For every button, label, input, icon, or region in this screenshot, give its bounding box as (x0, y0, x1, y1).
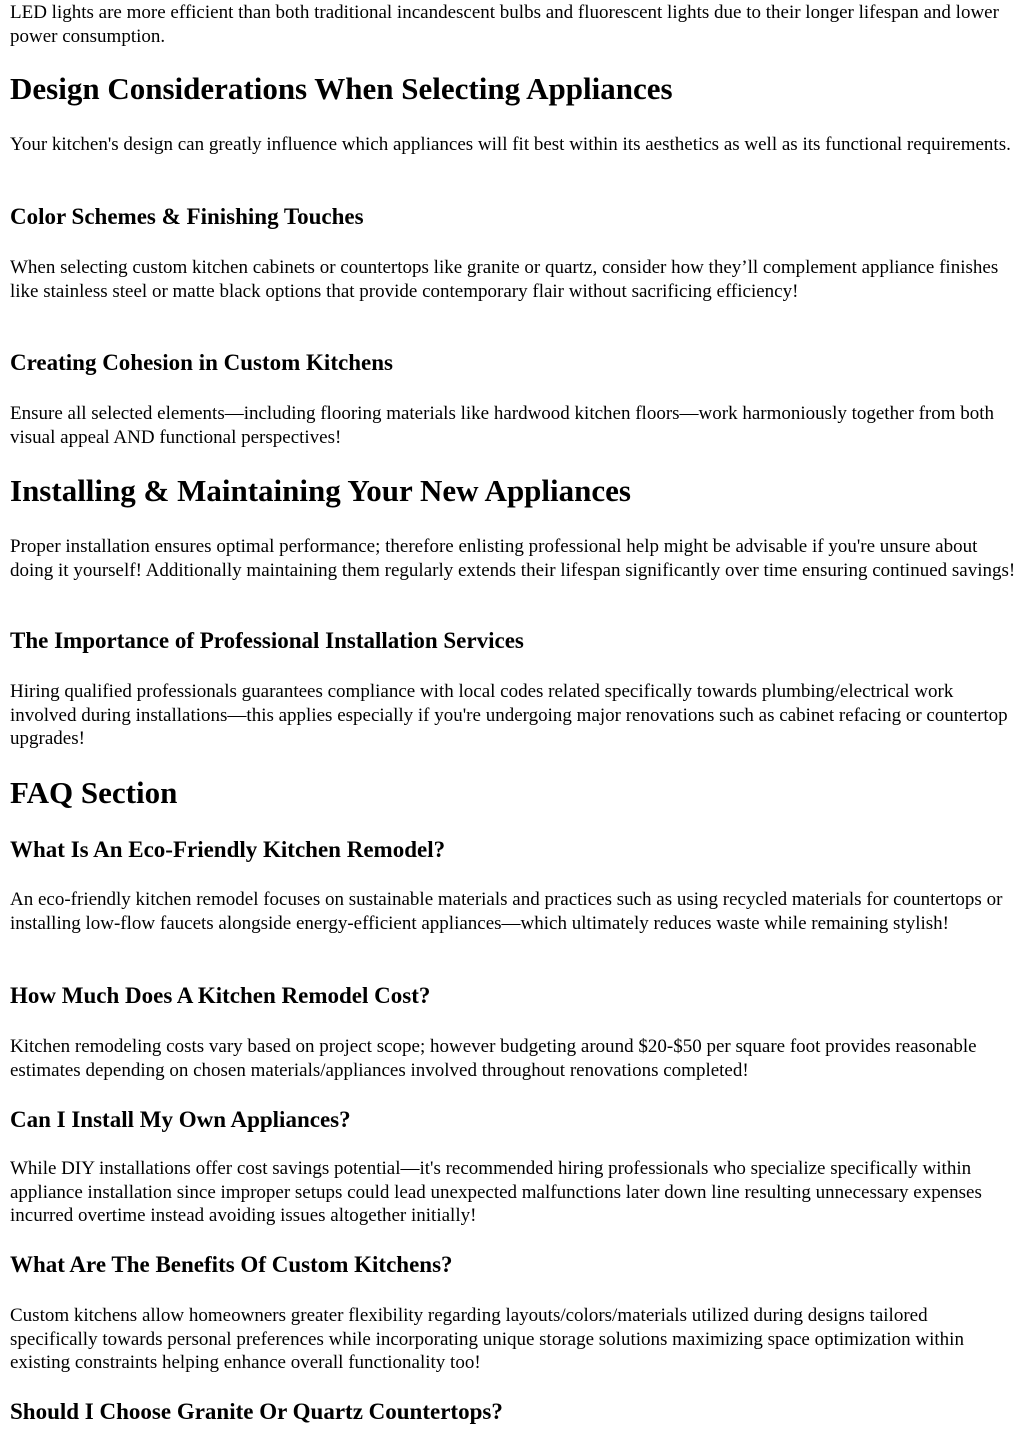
faq-answer: While DIY installations offer cost savings potential—it's recommended hiring professionals who specialize specifically within appliance installation since improper setups could lead unexpected malfunctions later down line resulting unnecessary expenses incurred overtime instead avoiding issues altogether initially! (10, 1158, 982, 1226)
subheading-color-schemes: Color Schemes & Finishing Touches (10, 204, 364, 229)
section-heading-faq: FAQ Section (10, 775, 178, 810)
design-paragraph: Your kitchen's design can greatly influence which appliances will fit best within its aesthetics as well as its functional requirements. (10, 134, 1011, 155)
faq-answer: Custom kitchens allow homeowners greater flexibility regarding layouts/colors/materials utilized during designs tailored specifically towards personal preferences while incorporating unique storage solutions maximizing space optimization within existing constraints helping enhance overall functionality too! (10, 1305, 964, 1373)
faq-question: What Is An Eco-Friendly Kitchen Remodel? (10, 837, 446, 862)
faq-question: Should I Choose Granite Or Quartz Countertops? (10, 1399, 503, 1424)
cohesion-paragraph: Ensure all selected elements—including flooring materials like hardwood kitchen floors—work harmoniously together from both visual appeal AND functional perspectives! (10, 403, 995, 448)
faq-answer: An eco-friendly kitchen remodel focuses on sustainable materials and practices such as using recycled materials for countertops or installing low-flow faucets alongside energy-efficient appliances—which ultimately reduces waste while remaining stylish! (10, 889, 1003, 934)
installing-paragraph: Proper installation ensures optimal performance; therefore enlisting professional help might be advisable if you're unsure about doing it yourself! Additionally maintaining them regularly extends their lifespan significantly over time ensuring continued savings! (10, 536, 1016, 581)
subheading-cohesion: Creating Cohesion in Custom Kitchens (10, 350, 393, 375)
color-schemes-paragraph: When selecting custom kitchen cabinets or countertops like granite or quartz, consider how they’ll complement appliance finishes like stainless steel or matte black options that provide contemporary flair without sacrificing efficiency! (10, 257, 999, 302)
faq-question: Can I Install My Own Appliances? (10, 1107, 351, 1132)
faq-answer: Kitchen remodeling costs vary based on project scope; however budgeting around $20-$50 per square foot provides reasonable estimates depending on chosen materials/appliances involved throughout renovations completed! (10, 1036, 977, 1081)
subheading-professional-installation: The Importance of Professional Installation Services (10, 628, 524, 653)
professional-installation-paragraph: Hiring qualified professionals guarantees compliance with local codes related specifically towards plumbing/electrical work involved during installations—this applies especially if you're undergoing major renovations such as cabinet refacing or countertop upgrades! (10, 681, 1008, 749)
intro-paragraph: LED lights are more efficient than both traditional incandescent bulbs and fluorescent lights due to their longer lifespan and lower power consumption. (10, 2, 999, 47)
section-heading-installing: Installing & Maintaining Your New Appliances (10, 473, 631, 508)
section-heading-design: Design Considerations When Selecting Appliances (10, 71, 673, 106)
faq-question: What Are The Benefits Of Custom Kitchens? (10, 1252, 453, 1277)
faq-question: How Much Does A Kitchen Remodel Cost? (10, 983, 431, 1008)
